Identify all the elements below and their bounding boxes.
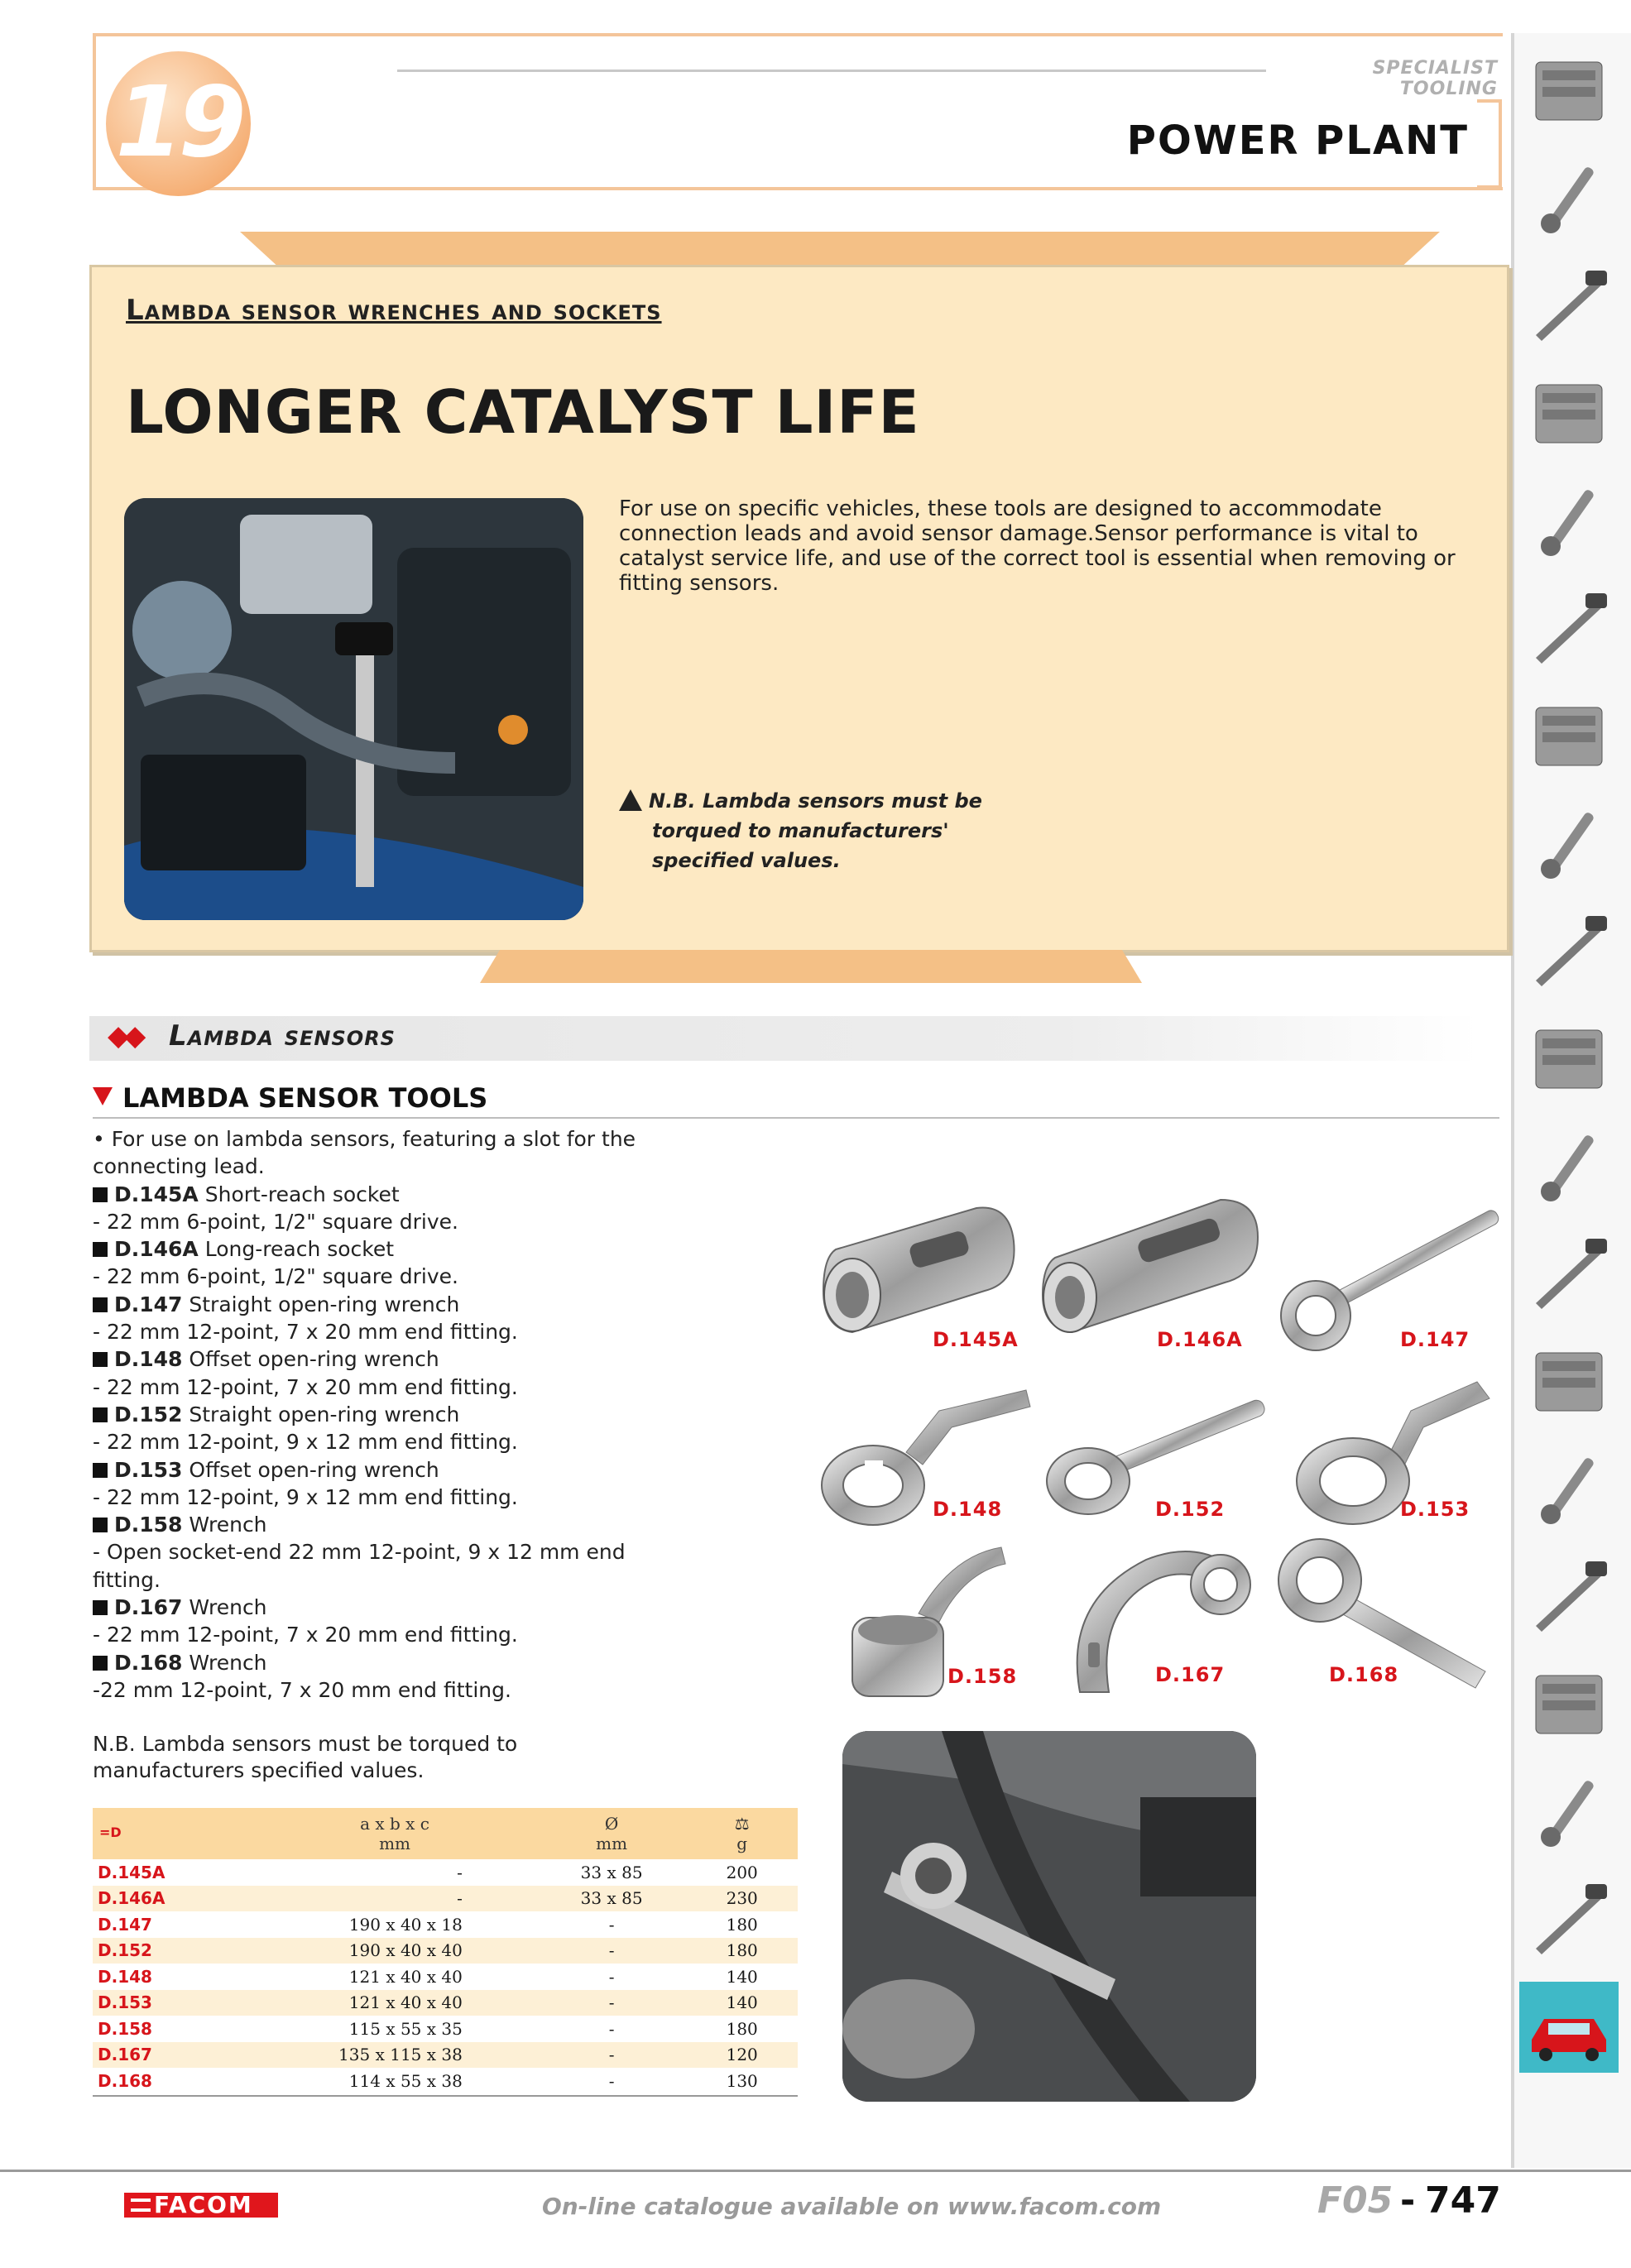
socket-icon-glyph	[1519, 583, 1619, 674]
square-bullet-icon	[93, 1187, 108, 1202]
cell-abc: 135 x 115 x 38	[338, 2045, 463, 2065]
cell-ref: D.167	[98, 2045, 152, 2065]
cell-abc: 115 x 55 x 35	[348, 2018, 463, 2039]
cell-abc: 121 x 40 x 40	[348, 1966, 463, 1987]
table-header-row	[93, 1808, 798, 1859]
tools-heading	[93, 1082, 487, 1114]
tool-label-d167: D.167	[1155, 1663, 1226, 1686]
square-bullet-icon	[93, 1518, 108, 1532]
cell-weight: 200	[726, 1862, 758, 1882]
tool-name: Straight open-ring wrench	[189, 1402, 460, 1426]
tools-rule	[93, 1117, 1499, 1119]
nb-line: torqued to manufacturers'	[652, 819, 949, 842]
diameter-icon: Ø	[604, 1814, 619, 1834]
tool-detail: -22 mm 12-point, 7 x 20 mm end fitting.	[93, 1677, 511, 1702]
cell-ref: D.145A	[98, 1862, 165, 1882]
tool-detail: - 22 mm 12-point, 7 x 20 mm end fitting.	[93, 1623, 518, 1647]
cell-weight: 130	[726, 2070, 758, 2091]
header-frame-corner	[1477, 99, 1502, 189]
roller-cabinet-icon[interactable]	[1519, 153, 1619, 244]
pliers-icon[interactable]	[1519, 906, 1619, 997]
weight-icon: ⚖	[734, 1814, 750, 1834]
tool-label-d153: D.153	[1400, 1498, 1470, 1521]
abc-header	[252, 1808, 537, 1859]
weight-header-unit: g	[736, 1834, 748, 1853]
impact-wrench-icon[interactable]	[1519, 1444, 1619, 1535]
underbody-illustration	[842, 1731, 1256, 2102]
triangle-down-icon	[93, 1087, 113, 1105]
screwdriver-icon-glyph	[1519, 691, 1619, 782]
svg-text:=D: =D	[99, 1824, 122, 1840]
cell-dia: -	[608, 1966, 615, 1987]
cell-weight: 120	[726, 2045, 758, 2065]
cell-abc: 190 x 40 x 40	[348, 1940, 463, 1961]
category-label: Lambda sensors	[169, 1019, 396, 1052]
spec-table	[93, 1808, 798, 2094]
tool-kit-icon[interactable]	[1519, 46, 1619, 137]
storage-icon-glyph	[1519, 1874, 1619, 1965]
footer-rule	[0, 2170, 1631, 2172]
tool-name: Wrench	[189, 1513, 267, 1537]
cell-ref: D.147	[98, 1914, 152, 1935]
tool-name: Long-reach socket	[204, 1237, 395, 1262]
tools-heading-text: LAMBDA SENSOR TOOLS	[122, 1082, 488, 1114]
workbench-icon[interactable]	[1519, 261, 1619, 352]
tool-name: Wrench	[189, 1650, 267, 1675]
diamond-icons: ◆◆	[108, 1019, 142, 1052]
tool-label-d148: D.148	[933, 1498, 1003, 1521]
tool-name: Short-reach socket	[204, 1182, 400, 1206]
cell-dia: -	[608, 1992, 615, 2013]
cell-ref: D.148	[98, 1966, 152, 1987]
intro-title: LONGER CATALYST LIFE	[126, 377, 920, 447]
puller-icon[interactable]	[1519, 1336, 1619, 1427]
cell-ref: D.152	[98, 1940, 152, 1961]
tool-label-d147: D.147	[1400, 1328, 1470, 1351]
table-row	[93, 1859, 798, 1886]
workbench-icon-glyph	[1519, 261, 1619, 352]
tool-image-d148	[815, 1378, 1039, 1535]
cell-dia: 33 x 85	[580, 1862, 643, 1882]
screwdriver-icon[interactable]	[1519, 691, 1619, 782]
abc-header-unit: mm	[379, 1834, 410, 1853]
roller-cabinet-icon-glyph	[1519, 153, 1619, 244]
nb-line: N.B. Lambda sensors must be	[649, 789, 982, 813]
hacksaw-icon-glyph	[1519, 1229, 1619, 1320]
panel-tab-bottom	[480, 950, 1142, 983]
tool-image-d146a	[1039, 1192, 1270, 1340]
tool-ref: D.145A	[114, 1182, 199, 1206]
intro-text: For use on specific vehicles, these tools are designed to accommodate connection leads and avoid sensor damage.Sensor performance is vital to catalyst service life, and use of the correct tool is essential when removing or fitting sensors.	[619, 496, 1456, 596]
table-bottom-rule	[93, 2095, 798, 2097]
tool-detail: - 22 mm 12-point, 7 x 20 mm end fitting.	[93, 1374, 518, 1399]
cell-weight: 230	[726, 1888, 758, 1909]
square-bullet-icon	[93, 1656, 108, 1671]
cell-abc: -	[457, 1862, 463, 1882]
cell-ref: D.153	[98, 1992, 152, 2013]
cell-dia: -	[608, 1940, 615, 1961]
page-code: F05	[1317, 2179, 1394, 2222]
diameter-header	[537, 1808, 687, 1859]
wrench-icon-glyph	[1519, 476, 1619, 567]
aircraft-icon[interactable]	[1519, 1659, 1619, 1750]
square-bullet-icon	[93, 1600, 108, 1615]
torque-tester-icon-glyph	[1519, 1014, 1619, 1105]
torque-tester-icon[interactable]	[1519, 1014, 1619, 1105]
table-row	[93, 1938, 798, 1964]
cell-weight: 180	[726, 2018, 758, 2039]
cell-weight: 180	[726, 1914, 758, 1935]
car-icon-glyph	[1519, 1982, 1619, 2073]
cell-dia: -	[608, 2018, 615, 2039]
tool-item	[93, 1291, 655, 1318]
cell-weight: 140	[726, 1966, 758, 1987]
table-row	[93, 1911, 798, 1938]
tool-ref: D.148	[114, 1347, 183, 1372]
socket-icon[interactable]	[1519, 583, 1619, 674]
cell-weight: 140	[726, 1992, 758, 2013]
underbody-photo	[842, 1731, 1256, 2102]
engine-photo	[124, 498, 583, 920]
car-icon[interactable]	[1519, 1982, 1619, 2073]
tools-intro: • For use on lambda sensors, featuring a slot for the connecting lead.	[93, 1127, 636, 1179]
tool-item	[93, 1456, 655, 1484]
cell-dia: -	[608, 1914, 615, 1935]
tool-ref: D.146A	[114, 1237, 199, 1262]
cell-dia: -	[608, 2045, 615, 2065]
cell-ref: D.168	[98, 2070, 152, 2091]
pipe-wrench-icon[interactable]	[1519, 1551, 1619, 1642]
tool-ref: D.158	[114, 1513, 183, 1537]
tool-ref: D.168	[114, 1650, 183, 1675]
hex-key-icon[interactable]	[1519, 798, 1619, 889]
tool-detail: - Open socket-end 22 mm 12-point, 9 x 12 mm end fitting.	[93, 1540, 626, 1592]
impact-wrench-icon-glyph	[1519, 1444, 1619, 1535]
tools-nb: N.B. Lambda sensors must be torqued to manufacturers specified values.	[93, 1732, 518, 1782]
tool-item	[93, 1235, 655, 1263]
tool-item	[93, 1594, 655, 1621]
toolbox-icon-glyph	[1519, 368, 1619, 459]
aircraft-icon-glyph	[1519, 1659, 1619, 1750]
chapter-number: 19	[115, 65, 242, 179]
intro-subtitle: Lambda sensor wrenches and sockets	[126, 294, 662, 327]
cell-dia: -	[608, 2070, 615, 2091]
tool-item	[93, 1345, 655, 1373]
tool-ref: D.167	[114, 1595, 183, 1620]
tool-label-d145a: D.145A	[933, 1328, 1019, 1351]
table-row	[93, 1990, 798, 2016]
cell-abc: 190 x 40 x 18	[348, 1914, 463, 1935]
tool-detail: - 22 mm 6-point, 1/2" square drive.	[93, 1264, 458, 1289]
tool-ref: D.147	[114, 1292, 183, 1316]
ref-header	[93, 1808, 252, 1859]
cell-abc: 121 x 40 x 40	[348, 1992, 463, 2013]
tool-detail: - 22 mm 6-point, 1/2" square drive.	[93, 1209, 458, 1234]
storage-icon[interactable]	[1519, 1874, 1619, 1965]
abc-header-label: a x b x c	[360, 1814, 429, 1834]
table-row	[93, 1886, 798, 1912]
facom-brand: FACOM	[154, 2191, 253, 2218]
tool-item	[93, 1649, 655, 1676]
tool-detail: - 22 mm 12-point, 7 x 20 mm end fitting.	[93, 1320, 518, 1345]
tool-label-d146a: D.146A	[1157, 1328, 1243, 1351]
tool-item	[93, 1181, 655, 1208]
engine-illustration	[124, 498, 583, 920]
cell-weight: 180	[726, 1940, 758, 1961]
hammer-icon-glyph	[1519, 1121, 1619, 1212]
cell-ref: D.158	[98, 2018, 152, 2039]
cell-abc: -	[457, 1888, 463, 1909]
table-row	[93, 2016, 798, 2042]
tool-label-d158: D.158	[947, 1665, 1018, 1688]
tool-label-d152: D.152	[1155, 1498, 1226, 1521]
electrical-icon[interactable]	[1519, 1767, 1619, 1858]
tool-ref: D.152	[114, 1402, 183, 1426]
square-bullet-icon	[93, 1407, 108, 1422]
tool-ref: D.153	[114, 1457, 183, 1482]
tool-kit-icon-glyph	[1519, 46, 1619, 137]
header-rule	[397, 70, 1266, 72]
facom-ref-icon	[98, 1823, 127, 1841]
catalogue-link-text[interactable]: On-line catalogue available on www.facom.com	[542, 2193, 1162, 2220]
nb-line: specified values.	[652, 849, 841, 872]
page-separator: -	[1400, 2179, 1416, 2222]
tool-label-d168: D.168	[1329, 1663, 1399, 1686]
electrical-icon-glyph	[1519, 1767, 1619, 1858]
square-bullet-icon	[93, 1463, 108, 1478]
tool-name: Offset open-ring wrench	[189, 1457, 439, 1482]
table-row	[93, 2042, 798, 2069]
tool-image-d152	[1039, 1386, 1270, 1527]
panel-tab-top	[240, 232, 1440, 265]
hex-key-icon-glyph	[1519, 798, 1619, 889]
weight-header	[686, 1808, 798, 1859]
table-row	[93, 1964, 798, 1990]
square-bullet-icon	[93, 1297, 108, 1312]
tool-name: Offset open-ring wrench	[189, 1347, 439, 1372]
pliers-icon-glyph	[1519, 906, 1619, 997]
tool-descriptions	[93, 1125, 655, 1704]
square-bullet-icon	[93, 1242, 108, 1257]
tool-name: Wrench	[189, 1595, 267, 1620]
tool-item	[93, 1511, 655, 1538]
hacksaw-icon[interactable]	[1519, 1229, 1619, 1320]
intro-nb	[619, 786, 1082, 875]
cell-dia: 33 x 85	[580, 1888, 643, 1909]
tool-item	[93, 1401, 655, 1428]
toolbox-icon[interactable]	[1519, 368, 1619, 459]
square-bullet-icon	[93, 1352, 108, 1367]
warning-icon	[619, 789, 642, 811]
table-row	[93, 2068, 798, 2094]
cell-ref: D.146A	[98, 1888, 165, 1909]
tool-detail: - 22 mm 12-point, 9 x 12 mm end fitting.	[93, 1430, 518, 1455]
hammer-icon[interactable]	[1519, 1121, 1619, 1212]
page-number: 747	[1425, 2179, 1501, 2222]
tool-detail: - 22 mm 12-point, 9 x 12 mm end fitting.	[93, 1484, 518, 1509]
tool-name: Straight open-ring wrench	[189, 1292, 460, 1316]
page-title: POWER PLANT	[1126, 117, 1469, 164]
diameter-header-unit: mm	[596, 1834, 628, 1853]
pipe-wrench-icon-glyph	[1519, 1551, 1619, 1642]
section-label: SPECIALIST TOOLING	[1372, 58, 1498, 99]
wrench-icon[interactable]	[1519, 476, 1619, 567]
tool-image-d145a	[819, 1192, 1026, 1340]
puller-icon-glyph	[1519, 1336, 1619, 1427]
cell-abc: 114 x 55 x 38	[348, 2070, 463, 2091]
header-frame	[93, 33, 1503, 190]
